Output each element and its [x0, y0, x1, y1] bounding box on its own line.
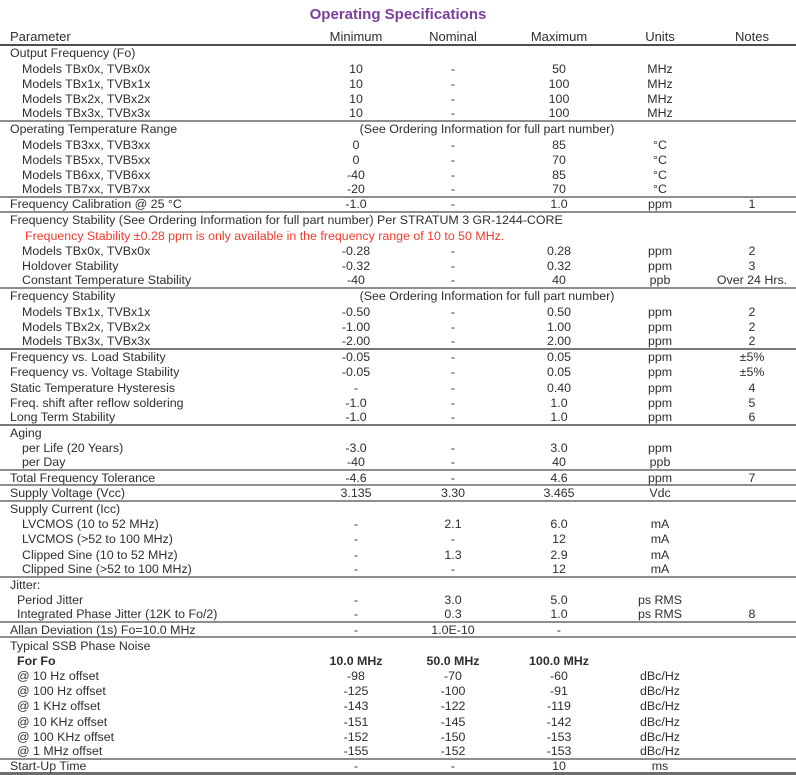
cell-nom: - — [450, 197, 456, 212]
cell-nom: - — [450, 182, 456, 197]
table-row — [0, 395, 796, 410]
cell-max: 100 — [548, 106, 570, 121]
cell-min: -40 — [347, 455, 365, 470]
row-label: Models TBx1x, TVBx1x — [22, 304, 151, 319]
table-row — [0, 61, 796, 76]
cell-nom: 2.1 — [444, 517, 462, 532]
cell-nom: -122 — [440, 699, 466, 714]
cell-nom: - — [450, 106, 456, 121]
cell-min: -143 — [343, 699, 369, 714]
column-header-nominal: Nominal — [429, 28, 477, 44]
cell-min: -20 — [347, 182, 365, 197]
table-row — [0, 471, 796, 486]
cell-min: -40 — [347, 167, 365, 182]
cell-min: 10 — [349, 76, 363, 91]
table-row — [0, 183, 796, 198]
cell-units: dBc/Hz — [640, 744, 680, 759]
cell-units: °C — [653, 137, 667, 152]
row-label: Allan Deviation (1s) Fo=10.0 MHz — [10, 622, 196, 637]
cell-max: 40 — [552, 455, 566, 470]
cell-min: -98 — [347, 669, 365, 684]
table-row — [0, 426, 796, 441]
table-row — [0, 562, 796, 577]
row-label: Supply Current (Icc) — [10, 502, 121, 517]
cell-nom: - — [450, 455, 456, 470]
cell-nom: -70 — [444, 669, 462, 684]
cell-units: mA — [650, 547, 670, 562]
cell-nom: -152 — [440, 744, 466, 759]
cell-nom: -100 — [440, 684, 466, 699]
cell-nom: - — [450, 561, 456, 576]
cell-min: - — [353, 532, 359, 547]
row-label: LVCMOS (>52 to 100 MHz) — [22, 532, 173, 547]
cell-units: ppm — [647, 409, 673, 424]
cell-max: 2.9 — [550, 547, 568, 562]
cell-units: ppm — [647, 319, 673, 334]
table-row — [0, 729, 796, 744]
cell-units: mA — [650, 561, 670, 576]
table-row — [0, 168, 796, 183]
cell-units: dBc/Hz — [640, 684, 680, 699]
cell-nom: - — [450, 758, 456, 773]
table-row — [0, 456, 796, 471]
row-label: Models TBx0x, TVBx0x — [22, 243, 151, 258]
table-row — [0, 502, 796, 517]
row-label: Typical SSB Phase Noise — [10, 638, 151, 653]
table-row — [0, 335, 796, 350]
cell-units: ps RMS — [637, 607, 683, 622]
table-row — [0, 441, 796, 456]
cell-min: -152 — [343, 729, 369, 744]
cell-max: 2.00 — [546, 333, 572, 348]
row-label: @ 100 KHz offset — [17, 729, 115, 744]
table-row — [0, 137, 796, 152]
cell-units: ppm — [647, 441, 673, 456]
table-row — [0, 684, 796, 699]
cell-max: -60 — [550, 669, 568, 684]
cell-units: ppb — [649, 273, 671, 288]
table-row — [0, 623, 796, 638]
cell-notes: 8 — [748, 607, 756, 622]
cell-nom: 50.0 MHz — [426, 653, 480, 668]
cell-max: - — [556, 622, 562, 637]
cell-max: 0.50 — [546, 304, 572, 319]
row-label: Period Jitter — [17, 593, 84, 608]
table-row — [0, 714, 796, 729]
cell-units: MHz — [647, 91, 673, 106]
cell-notes: 2 — [748, 333, 756, 348]
cell-notes: Over 24 Hrs. — [716, 273, 788, 288]
cell-nom: 1.0E-10 — [431, 622, 475, 637]
cell-notes: ±5% — [739, 365, 765, 380]
cell-nom: - — [450, 259, 456, 274]
cell-units: ppm — [647, 365, 673, 380]
column-header-parameter: Parameter — [10, 28, 71, 44]
table-row — [0, 517, 796, 532]
cell-notes: 3 — [748, 259, 756, 274]
cell-min: -0.28 — [341, 243, 371, 258]
cell-nom: - — [450, 137, 456, 152]
cell-min: -0.50 — [341, 304, 371, 319]
row-label: For Fo — [17, 653, 56, 668]
cell-notes: 4 — [748, 380, 756, 395]
cell-min: - — [353, 561, 359, 576]
table-row — [0, 243, 796, 258]
table-row — [0, 92, 796, 107]
cell-nom: - — [450, 61, 456, 76]
cell-notes: 2 — [748, 243, 756, 258]
cell-units: ppm — [647, 197, 673, 212]
span-note: (See Ordering Information for full part number) — [359, 289, 615, 304]
cell-min: -1.0 — [345, 197, 367, 212]
cell-notes: ±5% — [739, 350, 765, 365]
table-header-row — [0, 28, 796, 46]
cell-min: -3.0 — [345, 441, 367, 456]
span-note: (See Ordering Information for full part number) — [359, 122, 615, 137]
cell-max: 70 — [552, 152, 566, 167]
table-row — [0, 486, 796, 501]
cell-nom: - — [450, 76, 456, 91]
table-row — [0, 274, 796, 289]
cell-units: ppm — [647, 304, 673, 319]
row-label: Frequency Stability — [10, 289, 116, 304]
cell-units: mA — [650, 517, 670, 532]
cell-max: -153 — [546, 744, 572, 759]
cell-units: °C — [653, 167, 667, 182]
cell-min: - — [353, 758, 359, 773]
row-label: Operating Temperature Range — [10, 122, 178, 137]
row-label: Aging — [10, 426, 42, 441]
column-header-notes: Notes — [735, 28, 769, 44]
cell-max: 100.0 MHz — [529, 653, 589, 668]
cell-nom: - — [450, 470, 456, 485]
cell-min: - — [353, 517, 359, 532]
row-label: LVCMOS (10 to 52 MHz) — [22, 517, 159, 532]
cell-max: 40 — [552, 273, 566, 288]
table-row — [0, 122, 796, 137]
row-label: @ 1 KHz offset — [17, 699, 101, 714]
cell-units: dBc/Hz — [640, 699, 680, 714]
cell-nom: - — [450, 350, 456, 365]
table-row — [0, 107, 796, 122]
table-row — [0, 654, 796, 669]
column-header-minimum: Minimum — [329, 28, 383, 44]
cell-max: 3.465 — [543, 485, 575, 500]
table-row — [0, 532, 796, 547]
cell-min: -40 — [347, 273, 365, 288]
cell-min: 0 — [352, 152, 360, 167]
cell-units: dBc/Hz — [640, 714, 680, 729]
cell-nom: - — [450, 532, 456, 547]
column-header-maximum: Maximum — [530, 28, 588, 44]
cell-nom: - — [450, 395, 456, 410]
cell-nom: - — [450, 152, 456, 167]
cell-max: 100 — [548, 91, 570, 106]
cell-units: ppm — [647, 380, 673, 395]
cell-min: -1.0 — [345, 395, 367, 410]
cell-max: 0.28 — [546, 243, 572, 258]
table-row — [0, 46, 796, 61]
table-row — [0, 350, 796, 365]
cell-units: MHz — [647, 106, 673, 121]
row-label: per Day — [22, 455, 66, 470]
table-row — [0, 760, 796, 775]
table-row — [0, 745, 796, 760]
cell-max: 50 — [552, 61, 566, 76]
row-label: Models TB3xx, TVB3xx — [22, 137, 151, 152]
cell-nom: - — [450, 304, 456, 319]
row-label: @ 1 MHz offset — [17, 744, 103, 759]
table-body — [0, 46, 796, 775]
cell-nom: 1.3 — [444, 547, 462, 562]
row-label: Models TBx1x, TVBx1x — [22, 76, 151, 91]
cell-nom: - — [450, 167, 456, 182]
cell-units: ppb — [649, 455, 671, 470]
cell-units: MHz — [647, 76, 673, 91]
cell-units: Vdc — [649, 485, 671, 500]
cell-units: ppm — [647, 333, 673, 348]
cell-nom: -150 — [440, 729, 466, 744]
row-label: Output Frequency (Fo) — [10, 46, 136, 61]
row-label: Supply Voltage (Vcc) — [10, 485, 126, 500]
cell-notes: 5 — [748, 395, 756, 410]
cell-units: °C — [653, 182, 667, 197]
cell-min: 10 — [349, 91, 363, 106]
row-label: Models TBx0x, TVBx0x — [22, 61, 151, 76]
cell-units: ppm — [647, 350, 673, 365]
row-label: Integrated Phase Jitter (12K to Fo/2) — [17, 607, 218, 622]
row-label: Models TBx3x, TVBx3x — [22, 106, 151, 121]
cell-max: 5.0 — [550, 593, 568, 608]
table-row — [0, 699, 796, 714]
row-label: @ 10 KHz offset — [17, 714, 108, 729]
cell-min: - — [353, 607, 359, 622]
row-label: Models TB6xx, TVB6xx — [22, 167, 151, 182]
cell-min: - — [353, 547, 359, 562]
cell-min: 10.0 MHz — [329, 653, 383, 668]
row-label: Holdover Stability — [22, 259, 119, 274]
row-label: Models TB7xx, TVB7xx — [22, 182, 151, 197]
cell-notes: 6 — [748, 409, 756, 424]
cell-nom: - — [450, 441, 456, 456]
row-label: Clipped Sine (10 to 52 MHz) — [22, 547, 178, 562]
cell-nom: 0.3 — [444, 607, 462, 622]
row-label: Jitter: — [10, 577, 41, 592]
table-row — [0, 411, 796, 426]
cell-max: 6.0 — [550, 517, 568, 532]
cell-max: 1.0 — [550, 395, 568, 410]
cell-min: -4.6 — [345, 470, 367, 485]
cell-max: 0.05 — [546, 365, 572, 380]
cell-max: 70 — [552, 182, 566, 197]
cell-units: dBc/Hz — [640, 669, 680, 684]
cell-nom: - — [450, 380, 456, 395]
row-label: Freq. shift after reflow soldering — [10, 395, 184, 410]
table-row — [0, 259, 796, 274]
row-label: Models TBx2x, TVBx2x — [22, 319, 151, 334]
warning-note: Frequency Stability ±0.28 ppm is only available in the frequency range of 10 to 50 MHz. — [25, 228, 505, 243]
cell-min: -0.05 — [341, 350, 371, 365]
cell-notes: 2 — [748, 319, 756, 334]
cell-max: 85 — [552, 137, 566, 152]
table-row — [0, 198, 796, 213]
cell-max: -142 — [546, 714, 572, 729]
cell-nom: - — [450, 273, 456, 288]
cell-max: 100 — [548, 76, 570, 91]
cell-min: - — [353, 622, 359, 637]
cell-units: ppm — [647, 259, 673, 274]
cell-units: ppm — [647, 395, 673, 410]
cell-notes: 2 — [748, 304, 756, 319]
cell-max: 0.05 — [546, 350, 572, 365]
table-row — [0, 289, 796, 304]
cell-max: -91 — [550, 684, 568, 699]
cell-max: 1.00 — [546, 319, 572, 334]
cell-min: 10 — [349, 106, 363, 121]
cell-min: -125 — [343, 684, 369, 699]
cell-min: -155 — [343, 744, 369, 759]
cell-units: °C — [653, 152, 667, 167]
cell-notes: 7 — [748, 470, 756, 485]
cell-units: ppm — [647, 470, 673, 485]
cell-max: 12 — [552, 532, 566, 547]
cell-max: 4.6 — [550, 470, 568, 485]
cell-min: -2.00 — [341, 333, 371, 348]
cell-max: 10 — [552, 758, 566, 773]
cell-max: 0.40 — [546, 380, 572, 395]
row-label: Start-Up Time — [10, 758, 87, 773]
cell-max: 12 — [552, 561, 566, 576]
table-row — [0, 213, 796, 228]
cell-max: 1.0 — [550, 197, 568, 212]
cell-min: -1.0 — [345, 409, 367, 424]
row-label: Models TBx3x, TVBx3x — [22, 333, 151, 348]
cell-nom: 3.0 — [444, 593, 462, 608]
table-row — [0, 578, 796, 593]
cell-min: - — [353, 380, 359, 395]
cell-units: dBc/Hz — [640, 729, 680, 744]
cell-max: 1.0 — [550, 409, 568, 424]
row-label: Models TBx2x, TVBx2x — [22, 91, 151, 106]
row-label: Frequency Calibration @ 25 °C — [10, 197, 182, 212]
row-label: Constant Temperature Stability — [22, 273, 192, 288]
table-row — [0, 304, 796, 319]
cell-min: -1.00 — [341, 319, 371, 334]
table-row — [0, 76, 796, 91]
cell-units: ps RMS — [637, 593, 683, 608]
column-header-units: Units — [645, 28, 675, 44]
table-row — [0, 593, 796, 608]
cell-nom: 3.30 — [440, 485, 466, 500]
table-row — [0, 319, 796, 334]
row-label: Clipped Sine (>52 to 100 MHz) — [22, 561, 192, 576]
table-row — [0, 638, 796, 653]
cell-max: 3.0 — [550, 441, 568, 456]
row-label: Long Term Stability — [10, 409, 116, 424]
cell-max: 0.32 — [546, 259, 572, 274]
cell-min: -0.05 — [341, 365, 371, 380]
cell-max: 85 — [552, 167, 566, 182]
row-label: per Life (20 Years) — [22, 441, 124, 456]
cell-min: -0.32 — [341, 259, 371, 274]
cell-units: mA — [650, 532, 670, 547]
row-label: Frequency vs. Voltage Stability — [10, 365, 180, 380]
cell-max: 1.0 — [550, 607, 568, 622]
cell-nom: - — [450, 319, 456, 334]
cell-nom: - — [450, 409, 456, 424]
table-row — [0, 669, 796, 684]
table-row — [0, 152, 796, 167]
cell-min: 0 — [352, 137, 360, 152]
cell-max: -153 — [546, 729, 572, 744]
cell-notes: 1 — [748, 197, 756, 212]
page-title: Operating Specifications — [309, 5, 487, 23]
row-label: Frequency vs. Load Stability — [10, 350, 166, 365]
cell-min: -151 — [343, 714, 369, 729]
cell-units: ppm — [647, 243, 673, 258]
table-row — [0, 380, 796, 395]
cell-min: 3.135 — [340, 485, 372, 500]
row-label: Static Temperature Hysteresis — [10, 380, 176, 395]
cell-nom: - — [450, 91, 456, 106]
row-label: Models TB5xx, TVB5xx — [22, 152, 151, 167]
cell-nom: -145 — [440, 714, 466, 729]
table-row — [0, 228, 796, 243]
cell-units: ms — [651, 758, 669, 773]
row-label: @ 100 Hz offset — [17, 684, 106, 699]
table-row — [0, 547, 796, 562]
cell-min: - — [353, 593, 359, 608]
cell-nom: - — [450, 365, 456, 380]
table-row — [0, 365, 796, 380]
cell-max: -119 — [547, 699, 571, 714]
row-note: Frequency Stability (See Ordering Information for full part number) Per STRATUM 3 GR-1244-CORE — [10, 213, 563, 228]
cell-min: 10 — [349, 61, 363, 76]
row-label: Total Frequency Tolerance — [10, 470, 156, 485]
row-label: @ 10 Hz offset — [17, 669, 99, 684]
cell-units: MHz — [647, 61, 673, 76]
table-row — [0, 608, 796, 623]
cell-nom: - — [450, 243, 456, 258]
cell-nom: - — [450, 333, 456, 348]
